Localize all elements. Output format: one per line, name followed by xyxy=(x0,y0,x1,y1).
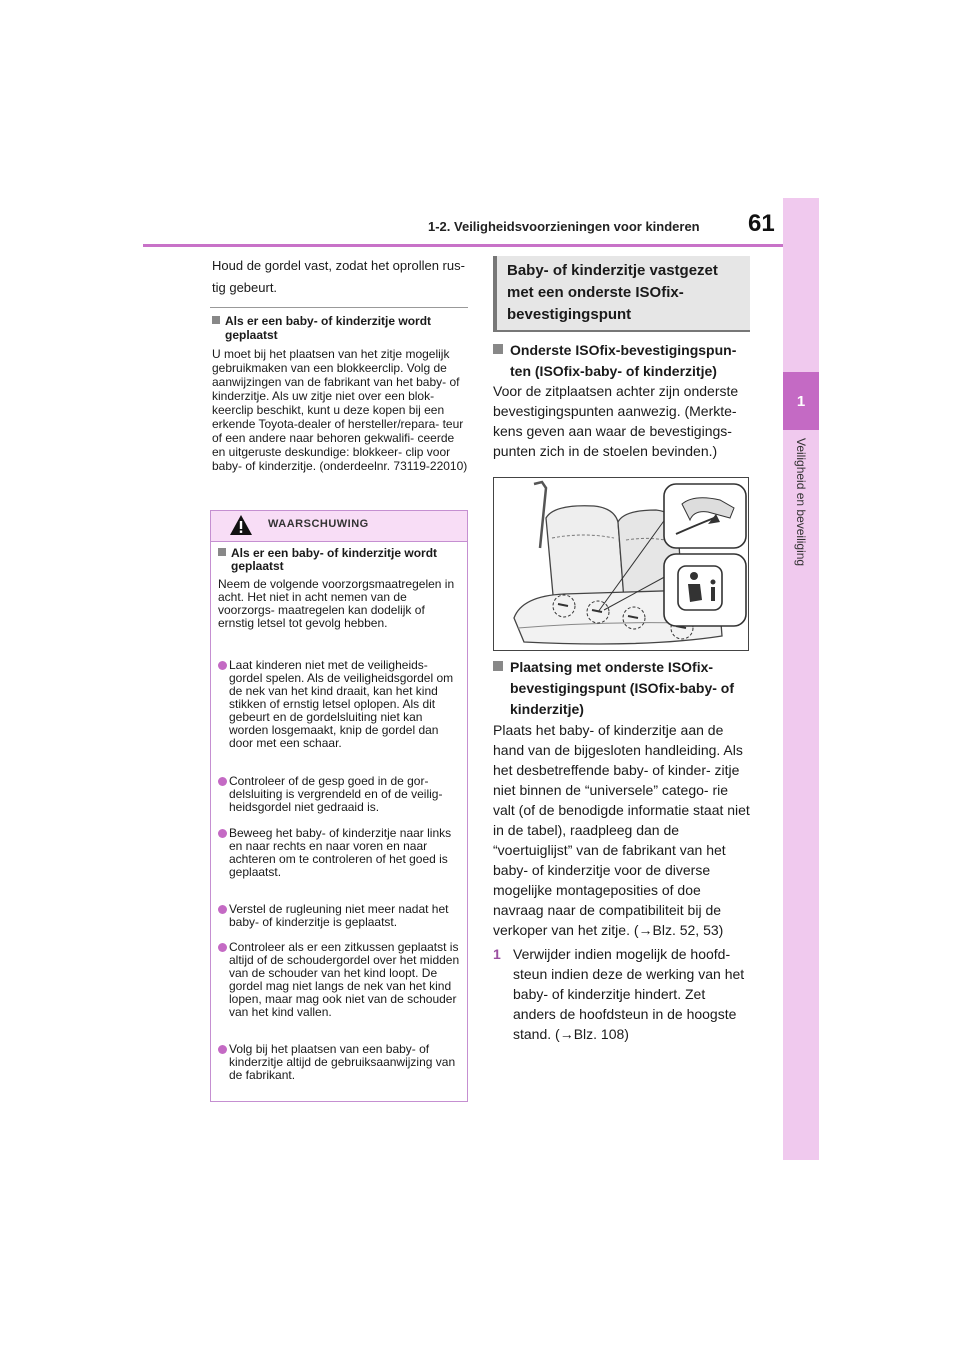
section-heading xyxy=(493,256,750,330)
warning-bullet xyxy=(218,775,462,814)
warning-bullet xyxy=(218,827,462,879)
bullet-dot-icon xyxy=(218,829,227,838)
page-number: 61 xyxy=(748,210,775,237)
step-1 xyxy=(493,944,751,1044)
warning-bullet-text: Laat kinderen niet met de veiligheids- gordel spelen. Als de veiligheidsgordel om de nek van het kind draait, kan het kind stikken of ernstig letsel oplopen. Als dit gebeurt en de gordelsluiting niet kan worden losgemaakt, knip de gordel dan door met een schaar. xyxy=(229,658,454,750)
square-bullet-icon xyxy=(218,548,226,556)
seat-illustration-svg xyxy=(494,478,748,650)
warning-subheading-text: Als er een baby- of kinderzitje wordt geplaatst xyxy=(231,546,438,573)
note-body: U moet bij het plaatsen van het zitje mogelijk gebruikmaken van een blokkeerclip. Volg de aanwijzingen van de fabrikant van het baby- of kinderzitje. Als uw zitje niet over een blok- keerclip beschikt, kunt u deze kopen bij een erkende Toyota-dealer of hersteller/repara- teur of een andere naar behoren gekwalifi- ceerde en uitgeruste deskundige: blokkeer- clip voor baby- of kinderzitje. (onderdeelnr. 73119-22010) xyxy=(212,347,468,473)
divider xyxy=(210,307,468,308)
bullet-dot-icon xyxy=(218,1045,227,1054)
warning-triangle-icon xyxy=(229,513,253,537)
warning-header xyxy=(211,511,467,542)
intro-paragraph: Houd de gordel vast, zodat het oprollen rus- tig gebeurt. xyxy=(212,258,465,295)
bullet-dot-icon xyxy=(218,777,227,786)
note-heading-text: Als er een baby- of kinderzitje wordt geplaatst xyxy=(225,314,432,342)
warning-bullet-text: Beweeg het baby- of kinderzitje naar links en naar rechts en naar voren en naar achteren om te controleren of het goed is geplaatst. xyxy=(229,826,452,879)
subheading-text: Plaatsing met onderste ISOfix- bevestigingspunt (ISOfix-baby- of kinderzitje) xyxy=(510,659,735,717)
warning-bullet-text: Verstel de rugleuning niet meer nadat het baby- of kinderzitje is geplaatst. xyxy=(229,902,449,929)
section-heading-text: Baby- of kinderzitje vastgezet met een onderste ISOfix-bevestigingspunt xyxy=(507,262,718,323)
step-number: 1 xyxy=(493,946,501,962)
subheading-installation xyxy=(493,657,751,720)
bullet-dot-icon xyxy=(218,661,227,670)
heading-underline xyxy=(493,330,750,332)
warning-bullet-text: Controleer of de gesp goed in de gor- delsluiting is vergrendeld en of de veilig- heidsgordel niet gedraaid is. xyxy=(229,774,443,814)
warning-subheading xyxy=(218,547,462,573)
square-bullet-icon xyxy=(493,661,503,671)
warning-bullet xyxy=(218,903,462,929)
note-heading xyxy=(212,314,468,342)
warning-bullet xyxy=(218,659,462,750)
side-tab xyxy=(783,198,819,1160)
bullet-dot-icon xyxy=(218,943,227,952)
warning-intro: Neem de volgende voorzorgsmaatregelen in acht. Het niet in acht nemen van de voorzorgs- maatregelen kan dodelijk of ernstig letsel tot gevolg hebben. xyxy=(218,577,455,630)
warning-box xyxy=(210,510,468,1102)
side-tab-chapter-label xyxy=(784,438,818,598)
section-title: 1-2. Veiligheidsvoorzieningen voor kinderen xyxy=(428,219,700,234)
side-tab-label-text: Veiligheid en beveiliging xyxy=(794,438,808,567)
paragraph-installation: Plaats het baby- of kinderzitje aan de hand van de bijgesloten handleiding. Als het desbetreffende baby- of kinder- zitje niet binnen de “universele” catego- rie valt (of de benodigde informatie staat niet in de tabel), raadpleeg dan de “voertuiglijst” van de fabrikant van het baby- of kinderzitje voor de diverse mogelijke montageposities of doe navraag naar de compatibiliteit bij de verkoper van het zitje. (→Blz. 52, 53) xyxy=(493,722,750,938)
warning-bullet xyxy=(218,941,462,1019)
header-rule xyxy=(143,244,783,247)
bullet-dot-icon xyxy=(218,905,227,914)
square-bullet-icon xyxy=(212,316,220,324)
side-tab-chapter-number: 1 xyxy=(783,372,819,430)
warning-title: WAARSCHUWING xyxy=(268,518,369,530)
warning-bullet-text: Volg bij het plaatsen van een baby- of kinderzitje altijd de gebruiksaanwijzing van de fabrikant. xyxy=(229,1042,456,1082)
step-text: Verwijder indien mogelijk de hoofd- steun indien deze de werking van het baby- of kinderzitje hindert. Zet anders de hoofdsteun in de hoogste stand. (→Blz. 108) xyxy=(513,946,745,1042)
subheading-lower-anchors xyxy=(493,340,751,382)
warning-bullet xyxy=(218,1043,462,1082)
rear-seat-isofix-illustration xyxy=(493,477,749,651)
paragraph-anchors: Voor de zitplaatsen achter zijn onderste bevestigingspunten aanwezig. (Merkte- kens geven aan waar de bevestigings- punten zich in de stoelen bevinden.) xyxy=(493,383,739,459)
warning-bullet-text: Controleer als er een zitkussen geplaatst is altijd of de schoudergordel over het midden van de schouder van het kind loopt. De gordel mag niet langs de nek van het kind lopen, maar mag ook niet van de schouder van het kind vallen. xyxy=(229,940,460,1019)
square-bullet-icon xyxy=(493,344,503,354)
subheading-text: Onderste ISOfix-bevestigingspun- ten (ISOfix-baby- of kinderzitje) xyxy=(510,342,737,379)
